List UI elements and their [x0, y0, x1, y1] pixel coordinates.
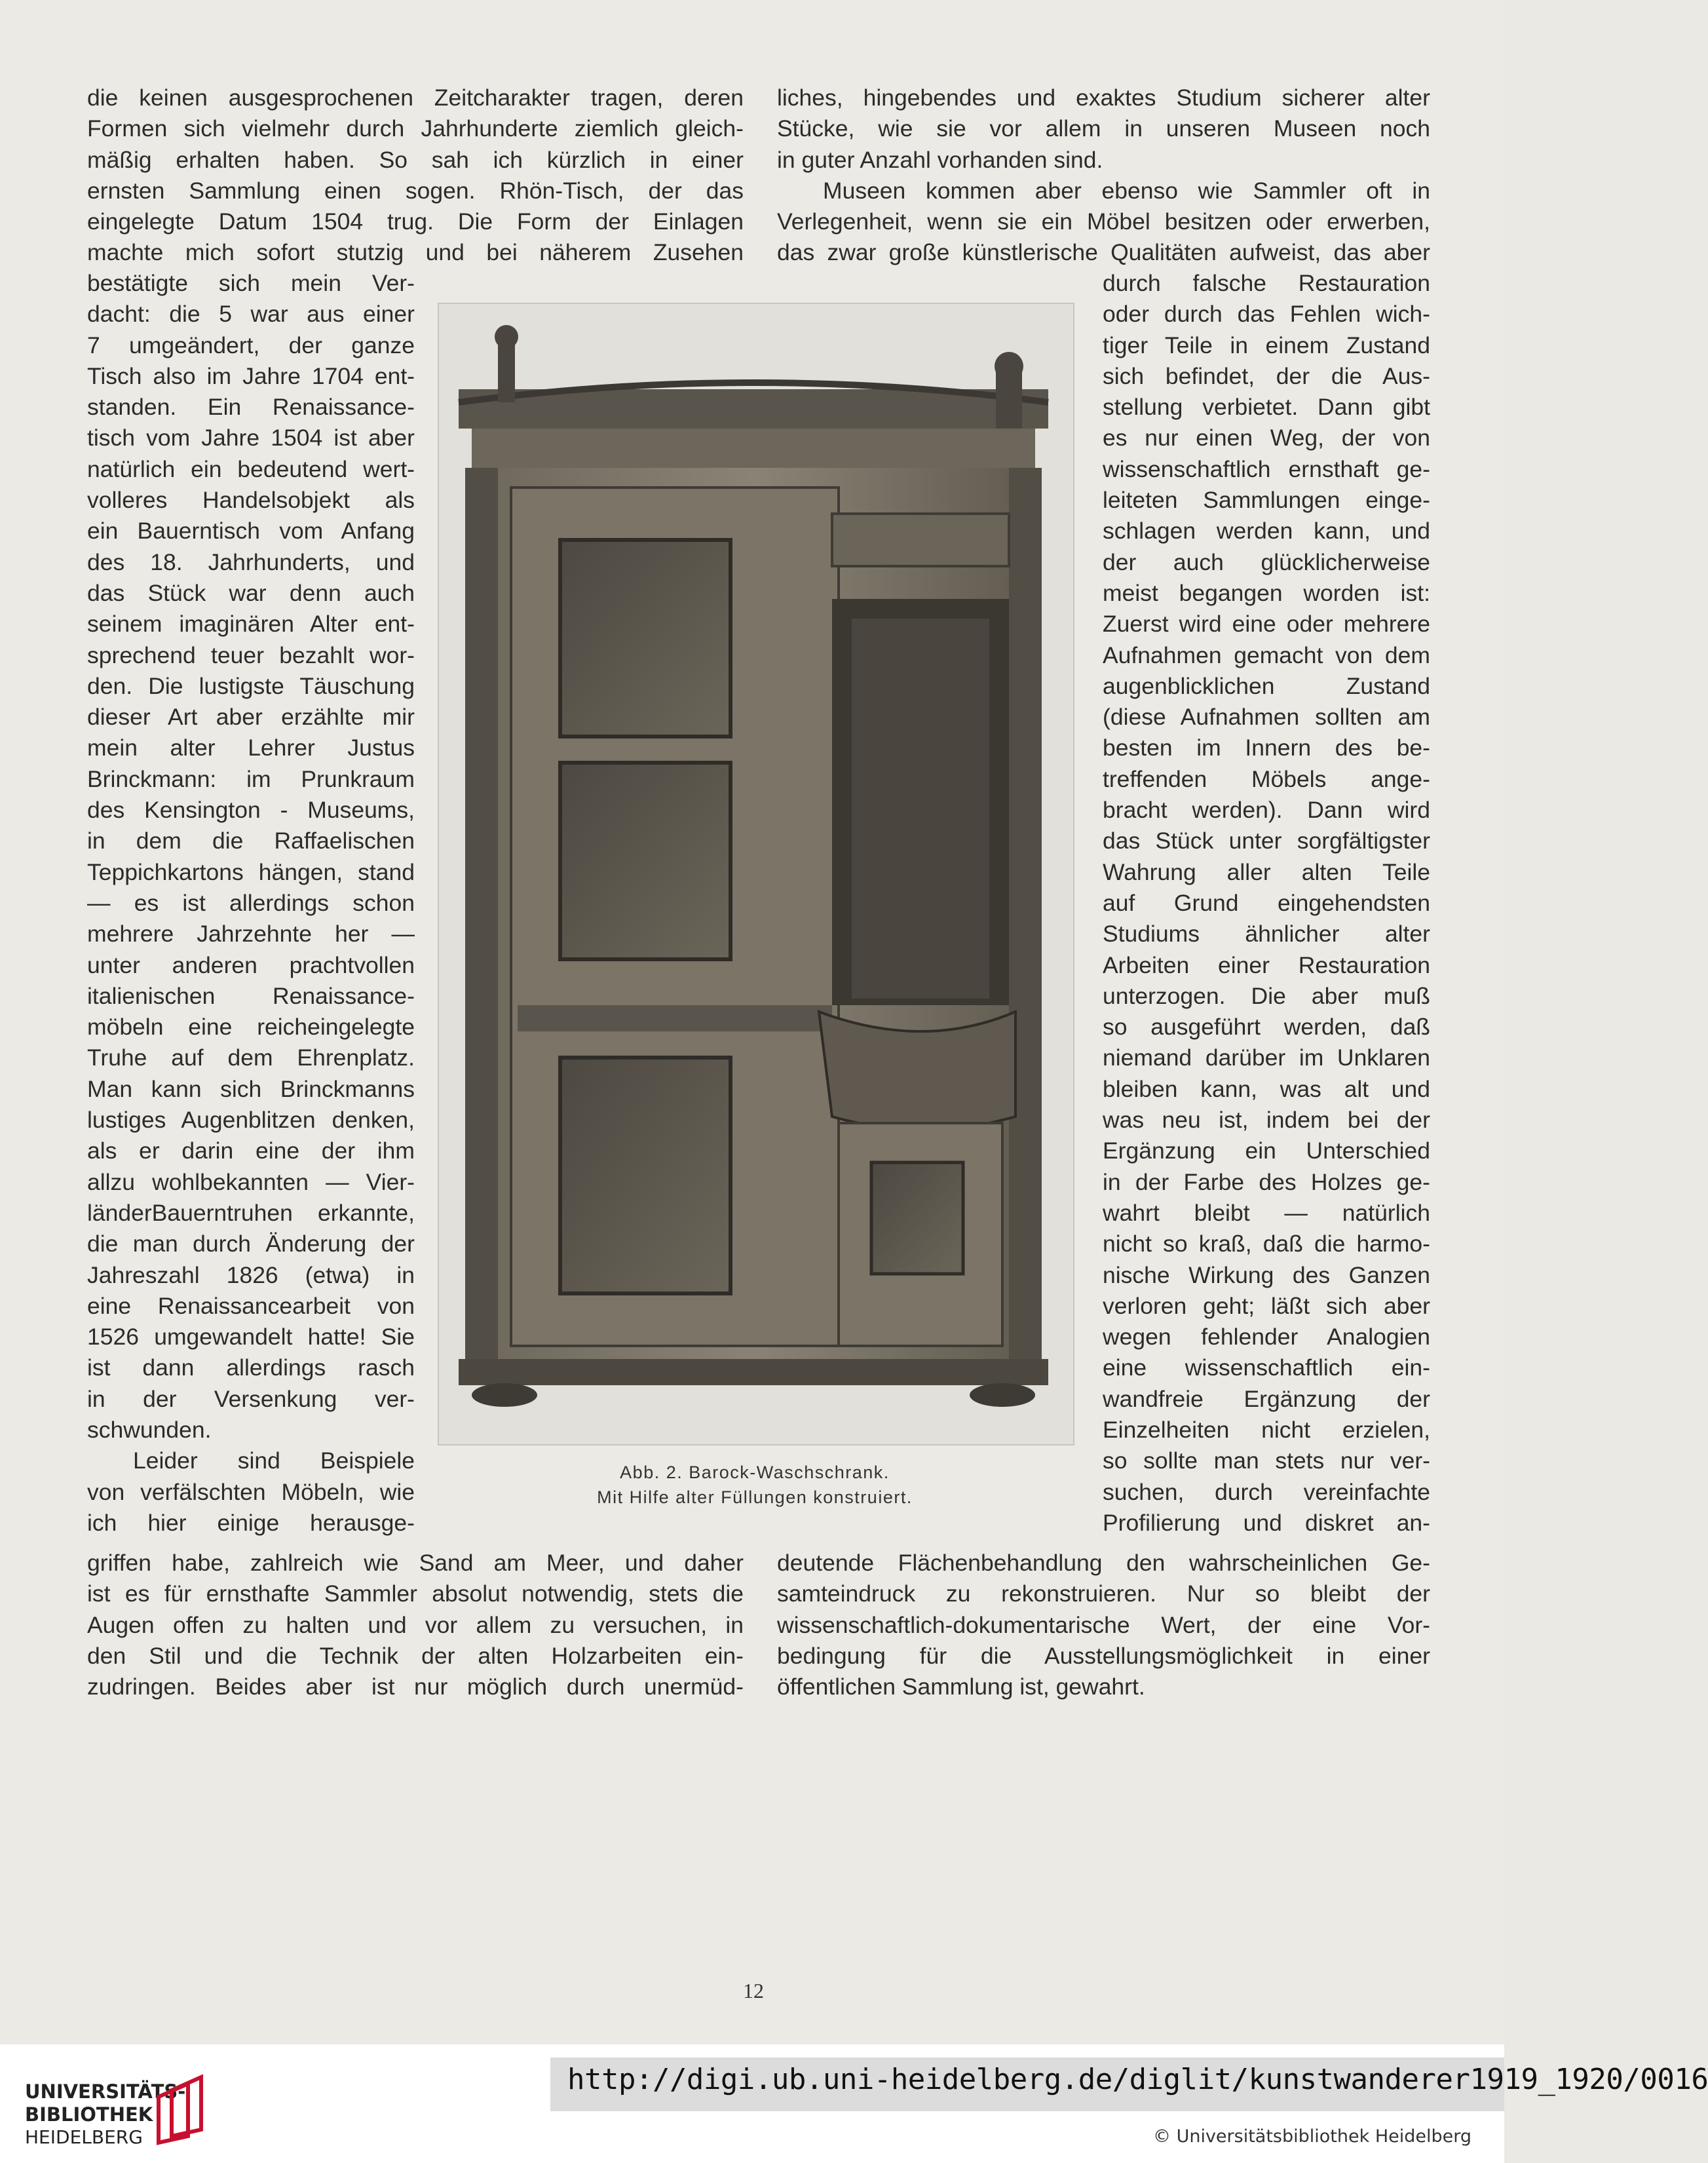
left-top-line: machte mich sofort stutzig und bei näherem Zusehen: [87, 239, 744, 266]
right-wrap-line: Zuerst wird eine oder mehrere: [1103, 611, 1430, 638]
left-wrap-line: eine Renaissancearbeit von: [87, 1292, 415, 1319]
left-wrap-line: 7 umgeändert, der ganze: [87, 332, 415, 358]
right-wrap-line: stellung verbietet. Dann gibt: [1103, 394, 1430, 421]
right-wrap-line: (diese Aufnahmen sollten am: [1103, 704, 1430, 731]
left-wrap-line: des Kensington - Museums,: [87, 797, 415, 824]
library-logo-line-3: HEIDELBERG: [25, 2126, 143, 2148]
left-column-top-text: [87, 83, 744, 269]
left-wrap-line: des 18. Jahrhunderts, und: [87, 548, 415, 575]
figure-caption: [438, 1460, 1072, 1510]
left-wrap-line: mehrere Jahrzehnte her —: [87, 921, 415, 948]
left-wrap-line: als er darin eine der ihm: [87, 1138, 415, 1164]
left-wrap-line: standen. Ein Renaissance-: [87, 394, 415, 421]
footer-copyright: © Universitätsbibliothek Heidelberg: [1152, 2126, 1471, 2147]
bottom-left-line: griffen habe, zahlreich wie Sand am Meer, und daher: [87, 1550, 744, 1576]
left-wrap-line: volleres Handelsobjekt als: [87, 487, 415, 514]
bottom-right-line: samteindruck zu rekonstruieren. Nur so bleibt der: [777, 1580, 1430, 1607]
bottom-right-line: öffentlichen Sammlung ist, gewahrt.: [777, 1674, 1145, 1700]
left-wrap-line: in der Versenkung ver-: [87, 1385, 415, 1412]
right-wrap-line: oder durch das Fehlen wich-: [1103, 301, 1430, 328]
right-wrap-line: augenblicklichen Zustand: [1103, 672, 1430, 699]
right-top-line: in guter Anzahl vorhanden sind.: [777, 146, 1103, 173]
right-wrap-line: suchen, durch vereinfachte: [1103, 1478, 1430, 1505]
left-top-line: Formen sich vielmehr durch Jahrhunderte ziemlich gleich-: [87, 115, 744, 142]
right-wrap-line: bracht werden). Dann wird: [1103, 797, 1430, 824]
left-wrap-line: dacht: die 5 war aus einer: [87, 301, 415, 328]
right-column-bottom-text: [777, 1548, 1430, 1702]
right-wrap-line: der auch glücklicherweise: [1103, 548, 1430, 575]
left-wrap-line: Leider sind Beispiele: [133, 1447, 415, 1474]
right-wrap-line: wahrt bleibt — natürlich: [1103, 1199, 1430, 1226]
right-wrap-line: so sollte man stets nur ver-: [1103, 1447, 1430, 1474]
left-wrap-line: tisch vom Jahre 1504 ist aber: [87, 425, 415, 451]
left-wrap-line: Teppichkartons hängen, stand: [87, 858, 415, 885]
library-logo-line-2: BIBLIOTHEK: [25, 2103, 153, 2126]
left-top-line: ernsten Sammlung einen sogen. Rhön-Tisch, der das: [87, 177, 744, 204]
right-wrap-line: wegen fehlender Analogien: [1103, 1324, 1430, 1350]
left-wrap-line: möbeln eine reicheingelegte: [87, 1014, 415, 1041]
left-top-line: die keinen ausgesprochenen Zeitcharakter tragen, deren: [87, 85, 744, 111]
left-wrap-line: lustiges Augenblitzen denken,: [87, 1107, 415, 1134]
right-wrap-line: tiger Teile in einem Zustand: [1103, 332, 1430, 358]
left-wrap-line: sprechend teuer bezahlt wor-: [87, 641, 415, 668]
right-wrap-line: in der Farbe des Holzes ge-: [1103, 1168, 1430, 1195]
left-wrap-line: schwunden.: [87, 1416, 212, 1443]
right-column-top-text: [777, 83, 1430, 269]
right-wrap-line: nicht so kraß, daß die harmo-: [1103, 1231, 1430, 1257]
bottom-left-line: Augen offen zu halten und vor allem zu versuchen, in: [87, 1611, 744, 1638]
page-number: 12: [743, 1979, 764, 2002]
right-wrap-line: treffenden Möbels ange-: [1103, 765, 1430, 792]
left-wrap-line: ich hier einige herausge-: [87, 1509, 415, 1536]
right-wrap-line: Aufnahmen gemacht von dem: [1103, 641, 1430, 668]
right-wrap-line: so ausgeführt werden, daß: [1103, 1014, 1430, 1041]
right-wrap-line: Studiums ähnlicher alter: [1103, 921, 1430, 948]
left-column-wrap-text: [87, 268, 415, 1539]
left-wrap-line: Brinckmann: im Prunkraum: [87, 765, 415, 792]
left-wrap-line: 1526 umgewandelt hatte! Sie: [87, 1324, 415, 1350]
left-wrap-line: Jahreszahl 1826 (etwa) in: [87, 1261, 415, 1288]
right-wrap-line: verloren geht; läßt sich aber: [1103, 1292, 1430, 1319]
right-top-line: Stücke, wie sie vor allem in unseren Museen noch: [777, 115, 1430, 142]
bottom-right-line: deutende Flächenbehandlung den wahrscheinlichen Ge-: [777, 1550, 1430, 1576]
footer-url-link[interactable]: http://digi.ub.uni-heidelberg.de/diglit/kunstwanderer1919_1920/0016: [567, 2063, 1708, 2096]
right-wrap-line: niemand darüber im Unklaren: [1103, 1044, 1430, 1071]
right-column-wrap-text: [1103, 268, 1430, 1539]
right-wrap-line: wissenschaftlich ernsthaft ge-: [1103, 455, 1430, 482]
right-wrap-line: besten im Innern des be-: [1103, 735, 1430, 761]
right-wrap-line: Ergänzung ein Unterschied: [1103, 1138, 1430, 1164]
cabinet-illustration: [439, 304, 1073, 1444]
right-wrap-line: durch falsche Restauration: [1103, 270, 1430, 296]
right-wrap-line: auf Grund eingehendsten: [1103, 889, 1430, 916]
left-wrap-line: ein Bauerntisch vom Anfang: [87, 518, 415, 545]
bottom-left-line: den Stil und die Technik der alten Holzarbeiten ein-: [87, 1642, 744, 1669]
right-top-line: Museen kommen aber ebenso wie Sammler oft in: [823, 177, 1430, 204]
right-wrap-line: eine wissenschaftlich ein-: [1103, 1354, 1430, 1381]
left-wrap-line: von verfälschten Möbeln, wie: [87, 1478, 415, 1505]
left-wrap-line: allzu wohlbekannten — Vier-: [87, 1168, 415, 1195]
right-top-line: das zwar große künstlerische Qualitäten aufweist, das aber: [777, 239, 1430, 266]
left-wrap-line: dieser Art aber erzählte mir: [87, 704, 415, 731]
right-wrap-line: Einzelheiten nicht erzielen,: [1103, 1416, 1430, 1443]
bottom-right-line: bedingung für die Ausstellungsmöglichkeit in einer: [777, 1642, 1430, 1669]
left-wrap-line: Truhe auf dem Ehrenplatz.: [87, 1044, 415, 1071]
right-wrap-line: unterzogen. Die aber muß: [1103, 982, 1430, 1009]
right-wrap-line: Profilierung und diskret an-: [1103, 1509, 1430, 1536]
left-top-line: eingelegte Datum 1504 trug. Die Form der Einlagen: [87, 208, 744, 235]
right-top-line: liches, hingebendes und exaktes Studium sicherer alter: [777, 85, 1430, 111]
right-top-line: Verlegenheit, wenn sie ein Möbel besitzen oder erwerben,: [777, 208, 1430, 235]
left-wrap-line: den. Die lustigste Täuschung: [87, 672, 415, 699]
library-logo-icon: [152, 2071, 211, 2149]
bottom-right-line: wissenschaftlich-dokumentarische Wert, der eine Vor-: [777, 1611, 1430, 1638]
left-wrap-line: in dem die Raffaelischen: [87, 828, 415, 854]
left-column-bottom-text: [87, 1548, 744, 1702]
right-wrap-line: Arbeiten einer Restauration: [1103, 951, 1430, 978]
right-wrap-line: was neu ist, indem bei der: [1103, 1107, 1430, 1134]
left-wrap-line: die man durch Änderung der: [87, 1231, 415, 1257]
right-wrap-line: wandfreie Ergänzung der: [1103, 1385, 1430, 1412]
right-wrap-line: sich befindet, der die Aus-: [1103, 362, 1430, 389]
left-wrap-line: Tisch also im Jahre 1704 ent-: [87, 362, 415, 389]
left-wrap-line: seinem imaginären Alter ent-: [87, 611, 415, 638]
left-wrap-line: Man kann sich Brinckmanns: [87, 1075, 415, 1102]
left-wrap-line: natürlich ein bedeutend wert-: [87, 455, 415, 482]
left-top-line: mäßig erhalten haben. So sah ich kürzlich in einer: [87, 146, 744, 173]
left-wrap-line: unter anderen prachtvollen: [87, 951, 415, 978]
right-wrap-line: meist begangen worden ist:: [1103, 579, 1430, 606]
left-wrap-line: das Stück war denn auch: [87, 579, 415, 606]
caption-line-2: Mit Hilfe alter Füllungen konstruiert.: [597, 1487, 913, 1507]
right-wrap-line: nische Wirkung des Ganzen: [1103, 1261, 1430, 1288]
right-wrap-line: Wahrung aller alten Teile: [1103, 858, 1430, 885]
right-wrap-line: bleiben kann, was alt und: [1103, 1075, 1430, 1102]
caption-line-1: Abb. 2. Barock-Waschschrank.: [620, 1463, 890, 1482]
left-wrap-line: länderBauerntruhen erkannte,: [87, 1199, 415, 1226]
left-wrap-line: ist dann allerdings rasch: [87, 1354, 415, 1381]
left-wrap-line: italienischen Renaissance-: [87, 982, 415, 1009]
bottom-left-line: zudringen. Beides aber ist nur möglich durch unermüd-: [87, 1674, 744, 1700]
bottom-left-line: ist es für ernsthafte Sammler absolut notwendig, stets die: [87, 1580, 744, 1607]
left-wrap-line: mein alter Lehrer Justus: [87, 735, 415, 761]
right-wrap-line: schlagen werden kann, und: [1103, 518, 1430, 545]
left-wrap-line: bestätigte sich mein Ver-: [87, 270, 415, 296]
left-wrap-line: — es ist allerdings schon: [87, 889, 415, 916]
library-logo-line-1: UNIVERSITÄTS-: [25, 2080, 186, 2103]
figure-photo-barock-waschschrank: [438, 303, 1074, 1445]
right-wrap-line: das Stück unter sorgfältigster: [1103, 828, 1430, 854]
right-wrap-line: leiteten Sammlungen einge-: [1103, 487, 1430, 514]
right-wrap-line: es nur einen Weg, der von: [1103, 425, 1430, 451]
